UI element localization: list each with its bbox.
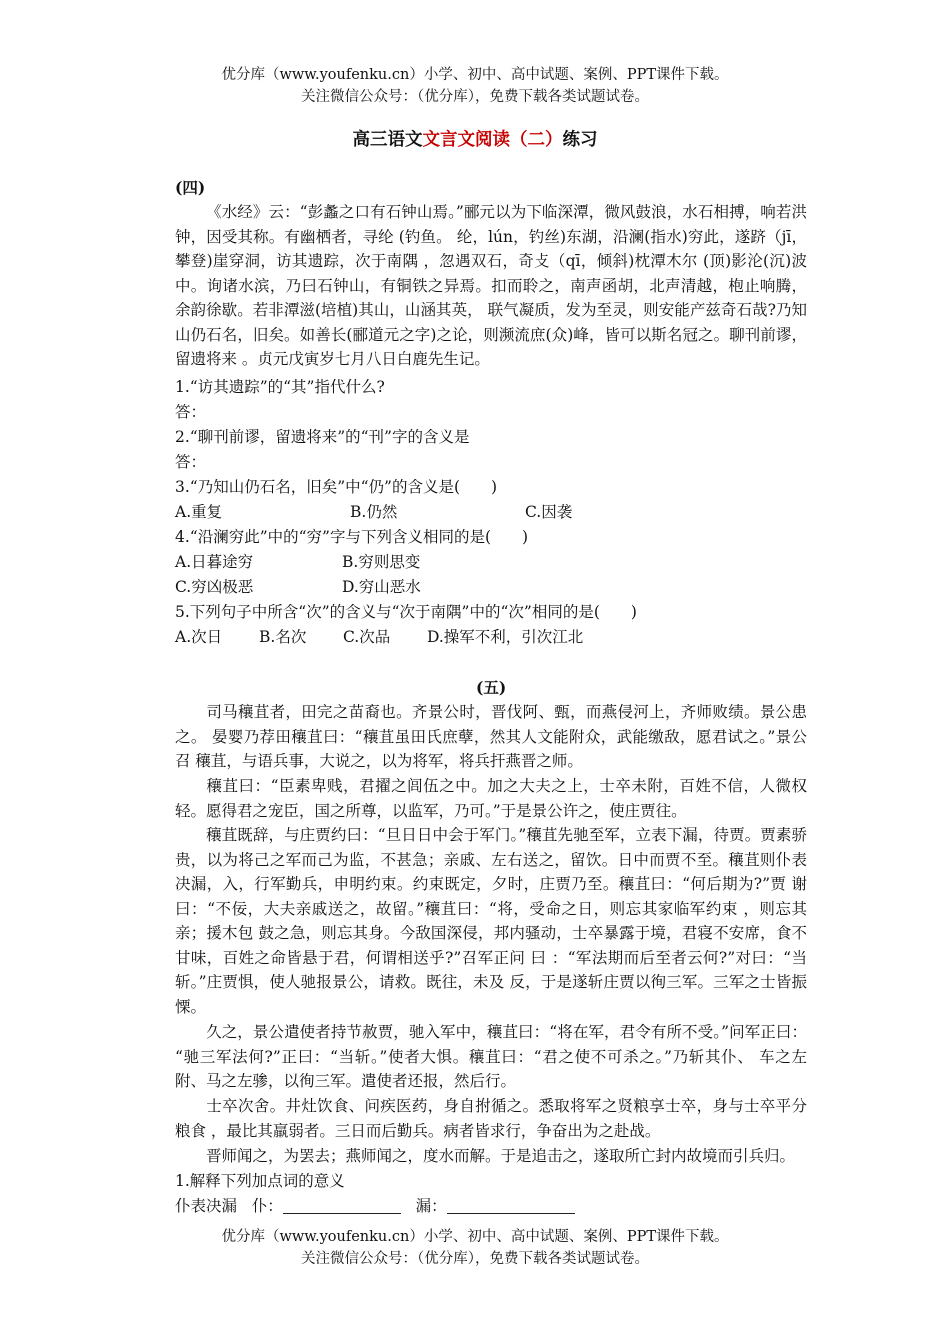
- section-5-question-1-blanks: [175, 1194, 807, 1218]
- header-line-1: 优分库（www.youfenku.cn）小学、初中、高中试题、案例、PPT课件下载。: [221, 67, 729, 83]
- section-5-paragraph-text: 穰苴既辞，与庄贾约曰：“旦日日中会于军门。”穰苴先驰至军，立表下漏，待贾。贾素骄贵，以为将己之军而己为监，不甚急；亲戚、左右送之，留饮。日中而贾不至。穰苴则仆表决漏，入，行军勤兵，申明约束。约束既定，夕时，庄贾乃至。穰苴曰：“何后期为?”贾 谢曰：“不佞，大夫亲戚送之，故留。”穰苴曰：“将，受命之日，则忘其家临军约束 ，则忘其亲；援木包 鼓之急，则忘其身。今敌国深侵，邦内骚动，士卒暴露于境，君寝不安席，食不甘味，百姓之命皆悬于君，何谓相送乎?”召军正问 曰 ：“军法期而后至者云何?”对曰：“当斩。”庄贾惧，使人驰报景公，请救。既往，未及 反，于是遂斩庄贾以徇三军。三军之士皆振慄。: [175, 826, 807, 1016]
- section-5-paragraph: [175, 1094, 807, 1143]
- question-4: 4.“沿澜穷此”中的“穷”字与下列含义相同的是( ): [175, 528, 529, 546]
- header-line-2: 关注微信公众号：（优分库），免费下载各类试题试卷。: [301, 89, 649, 105]
- answer-1: 答：: [175, 403, 207, 421]
- option: A.重复: [175, 503, 223, 521]
- vocab-item: 仆表决漏: [175, 1197, 238, 1215]
- title-part-3: 练习: [562, 130, 598, 150]
- section-4-label: (四): [175, 178, 206, 197]
- blank-label-lou: 漏：: [415, 1197, 447, 1215]
- answer-blank-pu[interactable]: [283, 1197, 401, 1214]
- section-5-paragraph-text: 久之，景公遣使者持节赦贾，驰入军中，穰苴曰：“将在军，君令有所不受。”问军正曰： “驰三军法何?”正曰：“当斩。”使者大惧。穰苴曰：“君之使不可杀之。”乃斩其仆、 车之左附、马之左骖，以徇三军。遣使者还报，然后行。: [175, 1023, 807, 1090]
- question-2: 2.“聊刊前谬，留遗将来”的“刊”字的含义是: [175, 428, 470, 446]
- section-5-paragraph: [175, 1144, 807, 1169]
- question-4-options-row-1: [175, 550, 807, 574]
- page-footer: [0, 1226, 950, 1270]
- answer-2: 答：: [175, 453, 207, 471]
- option: D.穷山恶水: [342, 578, 421, 596]
- option: A.日暮途穷: [175, 553, 254, 571]
- title-part-1: 高三语文: [352, 130, 423, 150]
- section-5-paragraph: [175, 774, 807, 823]
- section-5-paragraph: [175, 1020, 807, 1094]
- question-3-options: [175, 500, 807, 524]
- blank-label-pu: 仆：: [251, 1197, 283, 1215]
- page-title: [0, 126, 950, 151]
- question-3: 3.“乃知山仍石名，旧矣”中“仍”的含义是( ): [175, 478, 498, 496]
- section-5-paragraph-text: 司马穰苴者，田完之苗裔也。齐景公时，晋伐阿、甄，而燕侵河上，齐师败绩。景公患之。 晏婴乃荐田穰苴曰：“穰苴虽田氏庶孽，然其人文能附众，武能缴敌，愿君试之。”景公召 穰苴，与语兵事，大说之，以为将军，将兵扞燕晋之师。: [175, 703, 807, 770]
- option: C.因袭: [525, 503, 573, 521]
- section-5-paragraph: [175, 700, 807, 774]
- footer-line-2: 关注微信公众号：（优分库），免费下载各类试题试卷。: [301, 1251, 649, 1267]
- section-5-paragraph-text: 士卒次舍。井灶饮食、问疾医药，身自拊循之。悉取将军之贤粮享士卒，身与士卒平分粮食 ，最比其羸弱者。三日而后勤兵。病者皆求行，争奋出为之赴战。: [175, 1097, 807, 1140]
- option: C.穷凶极恶: [175, 578, 254, 596]
- section-5-question-1: 1.解释下列加点词的意义: [175, 1172, 345, 1190]
- section-5-paragraph-text: 穰苴曰：“臣素卑贱，君擢之闾伍之中。加之大夫之上，士卒未附，百姓不信，人微权轻。愿得君之宠臣，国之所尊，以监军，乃可。”于是景公许之，使庄贾往。: [175, 777, 807, 820]
- option: B.仍然: [350, 503, 398, 521]
- section-5-label: (五): [476, 678, 507, 697]
- option: C.次品: [343, 628, 391, 646]
- question-4-options-row-2: [175, 575, 807, 599]
- option: D.操军不利，引次江北: [427, 628, 584, 646]
- question-5-options: [175, 625, 807, 649]
- section-5-paragraph-text: 晋师闻之，为罢去；燕师闻之，度水而解。于是追击之，遂取所亡封内故境而引兵归。: [206, 1147, 796, 1165]
- question-1: 1.“访其遗踪”的“其”指代什么?: [175, 378, 385, 396]
- option: A.次日: [175, 628, 223, 646]
- section-4-passage-text: 《水经》云：“彭蠡之口有石钟山焉。”郦元以为下临深潭，微风鼓浪，水石相搏，响若洪 钟，因受其称。有幽栖者，寻纶 (钓鱼。 纶，lún，钓丝)东湖，沿澜(指水)穷此，遂跻（jī，攀登)崖穿洞，访其遗踪，次于南隅 ，忽遇双石，奇攴（qī，倾斜)枕潭木尔 (顶)影沦(沉)波中。询诸水滨，乃曰石钟山，有铜铁之异焉。扣而聆之，南声函胡，北声清越，枹止响腾，余韵徐歇。若非潭滋(培植)其山，山涵其英， 联气凝质，发为至灵，则安能产兹奇石哉?乃知山仍石名，旧矣。如善长(郦道元之字)之论，则濒流庶(众)峰，皆可以斯名冠之。聊刊前谬，留遗将来 。贞元戊寅岁七月八日白鹿先生记。: [175, 203, 807, 368]
- footer-line-1: 优分库（www.youfenku.cn）小学、初中、高中试题、案例、PPT课件下载。: [221, 1229, 729, 1245]
- title-part-2: 文言文阅读（二）: [422, 130, 563, 150]
- question-5: 5.下列句子中所含“次”的含义与“次于南隅”中的“次”相同的是( ): [175, 603, 637, 621]
- section-4-passage: [175, 200, 807, 372]
- option: B.名次: [259, 628, 307, 646]
- answer-blank-lou[interactable]: [447, 1197, 575, 1214]
- page-header: [0, 64, 950, 108]
- section-5-paragraph: [175, 823, 807, 1019]
- option: B.穷则思变: [342, 553, 421, 571]
